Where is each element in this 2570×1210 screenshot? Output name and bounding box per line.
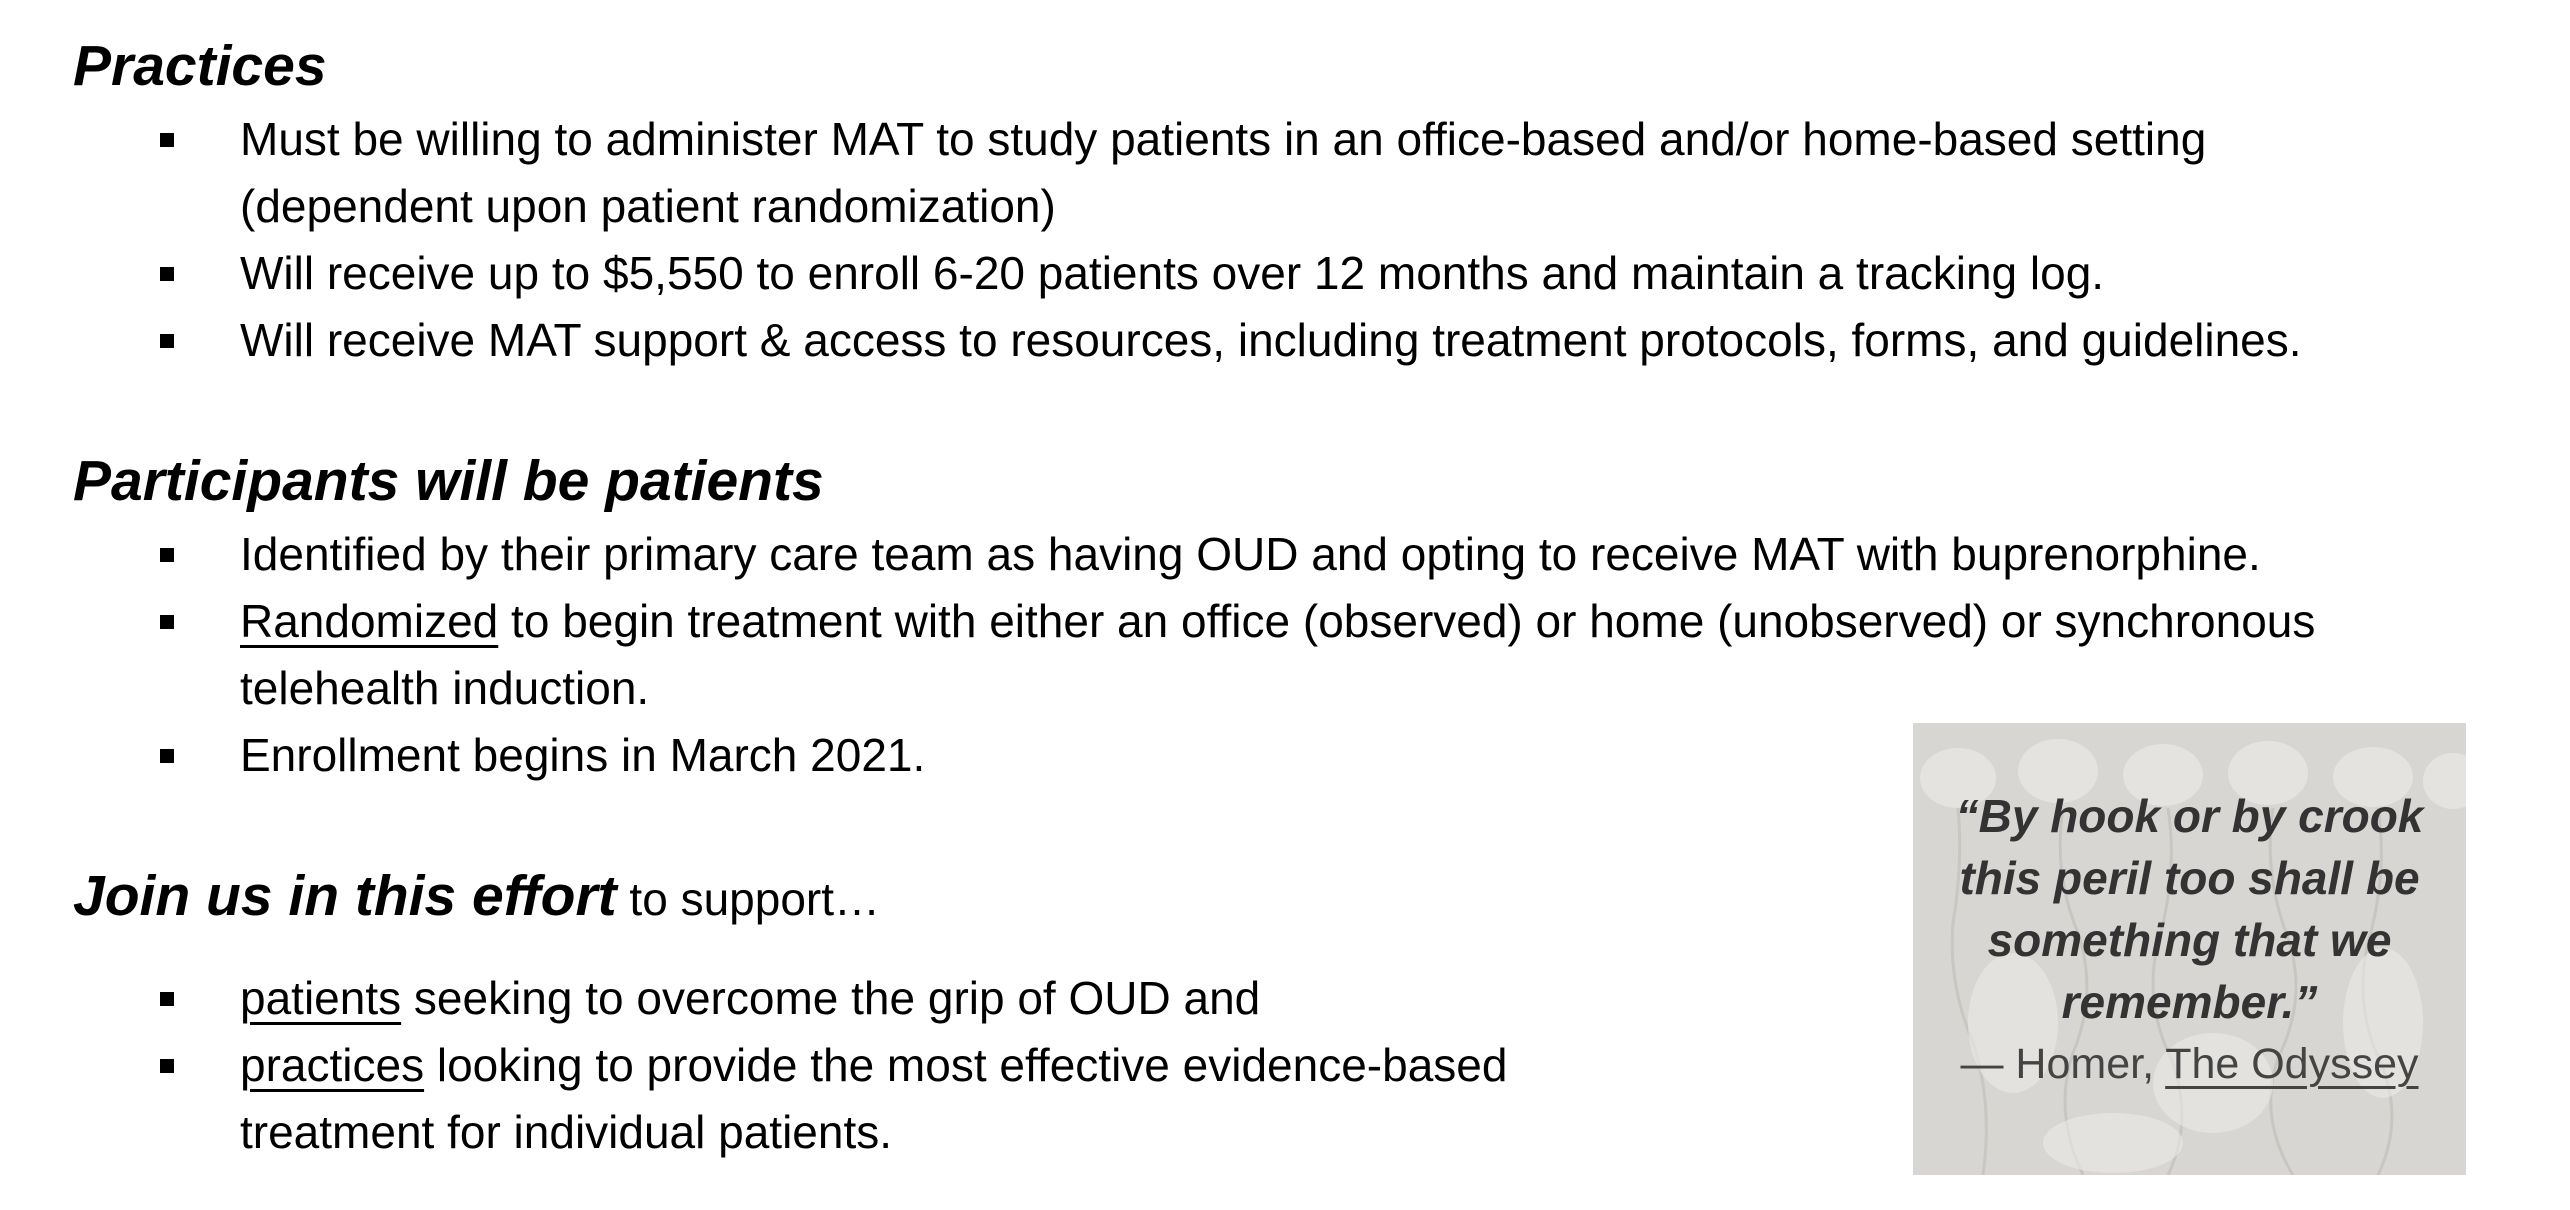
join-heading-emphasis: Join us in this effort: [73, 864, 617, 928]
quote-line: remember.”: [2061, 976, 2318, 1028]
list-item-text: Will receive up to $5,550 to enroll 6-20 patients over 12 months and maintain a tracking log.: [240, 247, 2105, 299]
list-item-text: to begin treatment with either an office (observed) or home (unobserved) or synchronous: [498, 595, 2316, 647]
patients-term: patients: [240, 972, 402, 1024]
list-item-text-continued: treatment for individual patients.: [240, 1106, 893, 1158]
list-item: [0, 521, 2315, 588]
quote-text: [1913, 785, 2466, 1095]
randomized-term: Randomized: [240, 595, 499, 647]
quote-line: something that we: [1987, 914, 2392, 966]
quote-work-title: The Odyssey: [2165, 1040, 2419, 1088]
bullet-square-icon: [160, 133, 174, 147]
list-item-text: Will receive MAT support & access to resources, including treatment protocols, forms, and guidelines.: [240, 314, 2302, 366]
participants-heading: Participants will be patients: [73, 449, 824, 513]
bullet-square-icon: [160, 749, 174, 763]
bullet-square-icon: [160, 267, 174, 281]
bullet-square-icon: [160, 1059, 174, 1073]
join-heading-tail: to support…: [616, 873, 881, 925]
list-item-text: seeking to overcome the grip of OUD and: [401, 972, 1261, 1024]
join-list: [0, 965, 1507, 1166]
list-item-text: Identified by their primary care team as having OUD and opting to receive MAT with buprenorphine.: [240, 528, 2261, 580]
list-item-text: Must be willing to administer MAT to study patients in an office-based and/or home-based setting: [240, 113, 2207, 165]
list-item: [0, 240, 2302, 307]
practices-heading: Practices: [73, 34, 327, 98]
list-item: [0, 588, 2315, 722]
list-item: [0, 965, 1507, 1032]
list-item: [0, 307, 2302, 374]
practices-term: practices: [240, 1039, 425, 1091]
list-item-text-continued: (dependent upon patient randomization): [240, 180, 1056, 232]
list-item: [0, 106, 2302, 240]
quote-attribution: [1913, 1033, 2466, 1095]
bullet-square-icon: [160, 334, 174, 348]
quote-author: — Homer,: [1960, 1040, 2166, 1088]
bullet-square-icon: [160, 548, 174, 562]
bullet-square-icon: [160, 615, 174, 629]
practices-list: [0, 106, 2302, 374]
quote-line: this peril too shall be: [1959, 852, 2420, 904]
list-item: [0, 1032, 1507, 1166]
quote-line: “By hook or by crook: [1955, 790, 2424, 842]
list-item-text-continued: telehealth induction.: [240, 662, 650, 714]
list-item-text: Enrollment begins in March 2021.: [240, 729, 926, 781]
list-item-text: looking to provide the most effective evidence-based: [424, 1039, 1508, 1091]
join-heading: [73, 862, 880, 930]
bullet-square-icon: [160, 992, 174, 1006]
quote-box: [1913, 723, 2466, 1175]
